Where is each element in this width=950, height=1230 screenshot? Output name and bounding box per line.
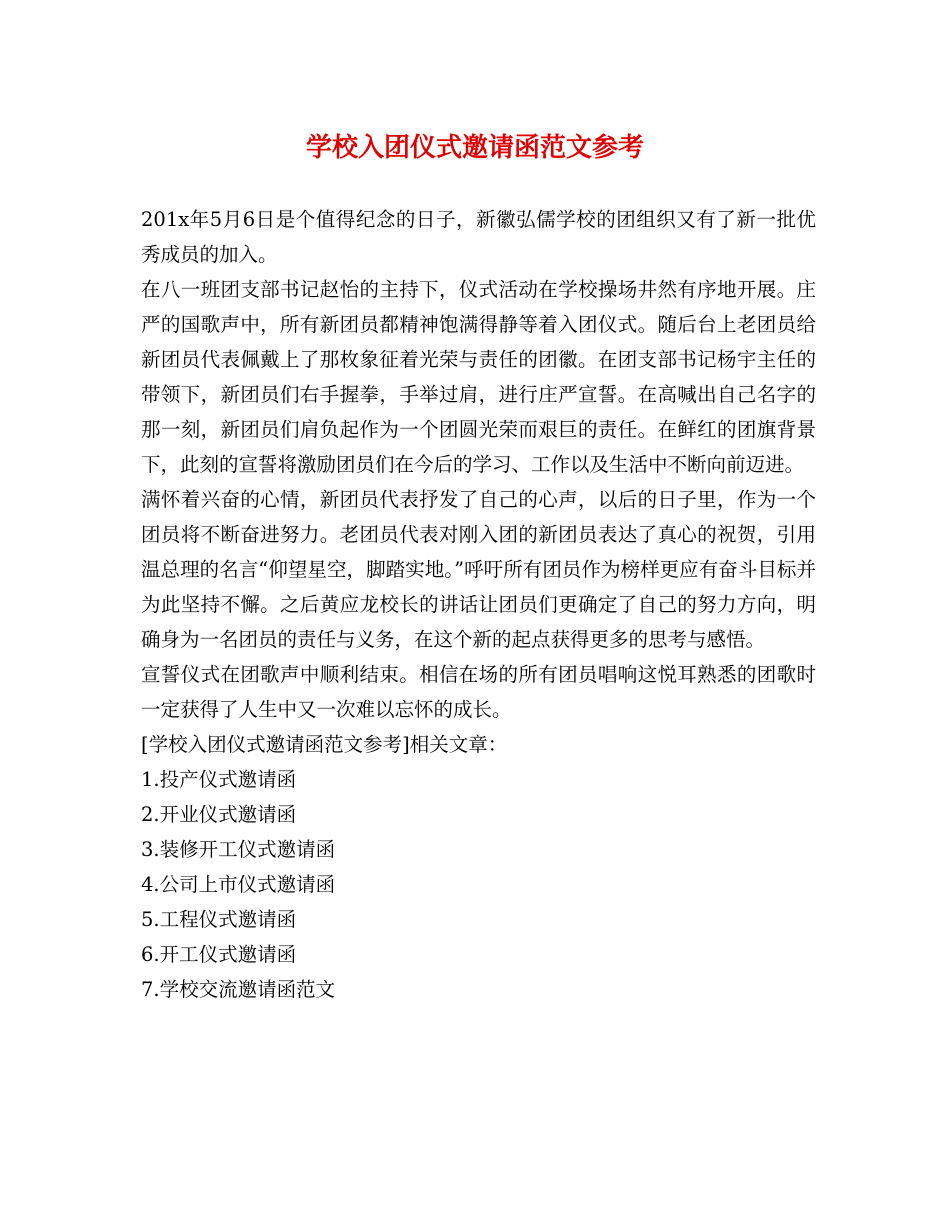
paragraph-closing: 宣誓仪式在团歌声中顺利结束。相信在场的所有团员唱响这悦耳熟悉的团歌时一定获得了人生中又一次难以忘怀的成长。 — [141, 663, 816, 721]
paragraph-ceremony: 在八一班团支部书记赵怡的主持下，仪式活动在学校操场井然有序地开展。庄严的国歌声中，所有新团员都精神饱满得静等着入团仪式。随后台上老团员给新团员代表佩戴上了那枚象征着光荣与责任的团徽。在团支部书记杨宇主任的带领下，新团员们右手握拳，手举过肩，进行庄严宣誓。在高喊出自己名字的那一刻，新团员们肩负起作为一个团圆光荣而艰巨的责任。在鲜红的团旗背景下，此刻的宣誓将激励团员们在今后的学习、工作以及生活中不断向前迈进。 — [141, 278, 816, 476]
related-article-item[interactable]: 7.学校交流邀请函范文 — [141, 978, 336, 1001]
document-title: 学校入团仪式邀请函范文参考 — [305, 133, 644, 163]
related-article-item[interactable]: 6.开工仪式邀请函 — [141, 943, 297, 966]
related-articles-list — [141, 762, 816, 1007]
related-article-item[interactable]: 5.工程仪式邀请函 — [141, 908, 297, 931]
related-article-item[interactable]: 4.公司上市仪式邀请函 — [141, 873, 336, 896]
related-article-item[interactable]: 1.投产仪式邀请函 — [141, 768, 297, 791]
document-body — [141, 202, 816, 1007]
related-article-item[interactable]: 3.装修开工仪式邀请函 — [141, 838, 336, 861]
related-articles-header: [学校入团仪式邀请函范文参考]相关文章： — [141, 733, 508, 756]
related-article-item[interactable]: 2.开业仪式邀请函 — [141, 803, 297, 826]
paragraph-intro: 201x年5月6日是个值得纪念的日子，新徽弘儒学校的团组织又有了新一批优秀成员的加入。 — [141, 208, 816, 266]
paragraph-speeches: 满怀着兴奋的心情，新团员代表抒发了自己的心声，以后的日子里，作为一个团员将不断奋进努力。老团员代表对刚入团的新团员表达了真心的祝贺，引用温总理的名言“仰望星空，脚踏实地。”呼吁所有团员作为榜样更应有奋斗目标并为此坚持不懈。之后黄应龙校长的讲话让团员们更确定了自己的努力方向，明确身为一名团员的责任与义务，在这个新的起点获得更多的思考与感悟。 — [141, 488, 816, 651]
